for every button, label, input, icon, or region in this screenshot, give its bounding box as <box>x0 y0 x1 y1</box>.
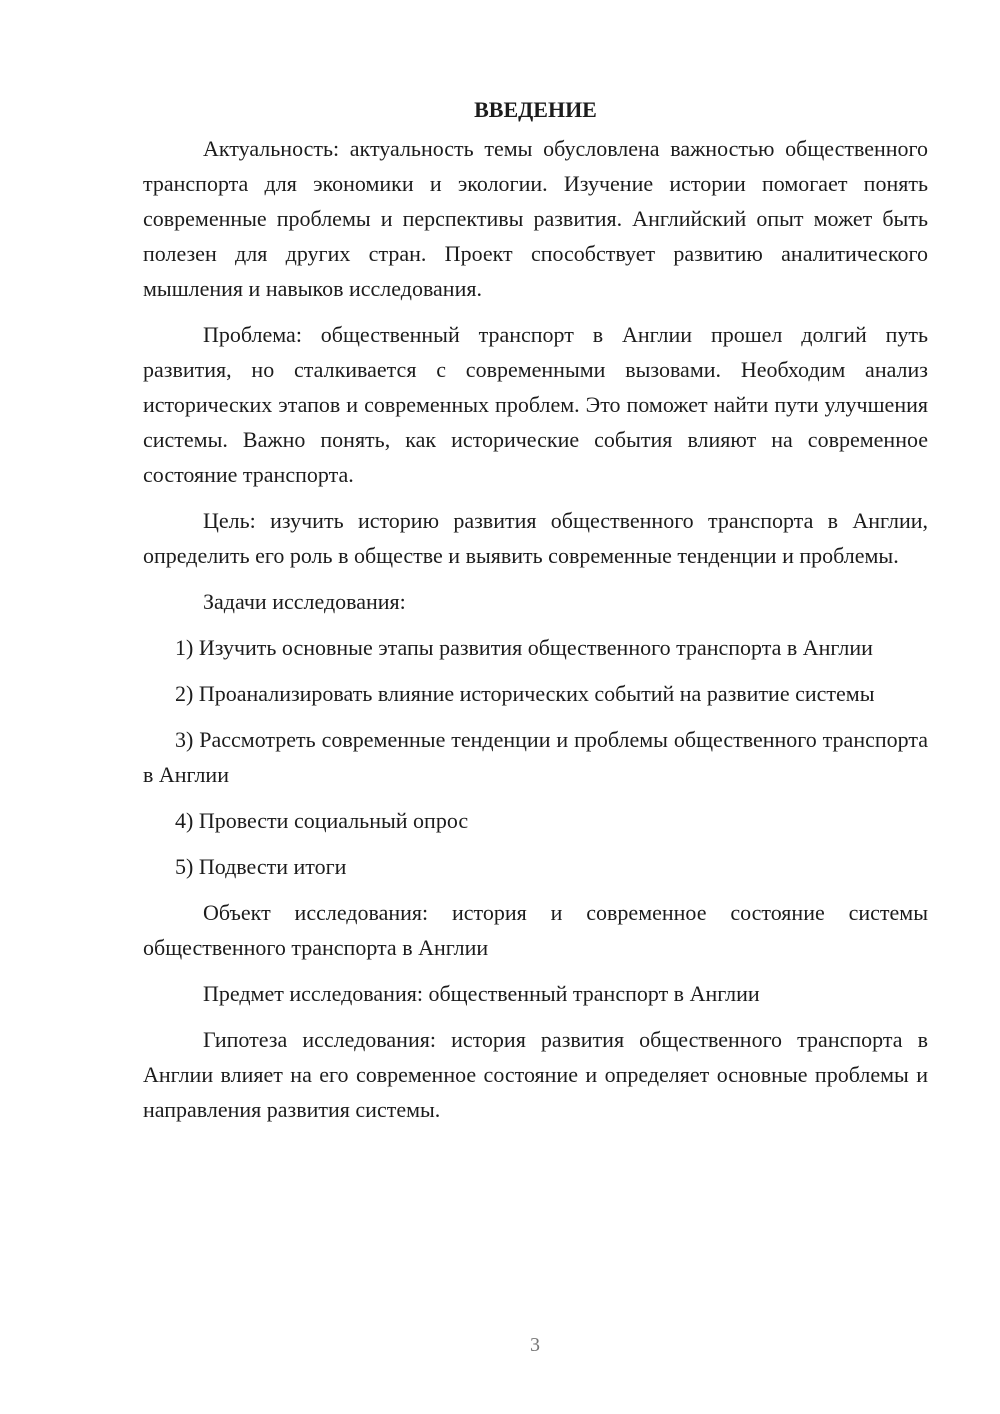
paragraph-tasks-title: Задачи исследования: <box>203 589 406 614</box>
section-heading: ВВЕДЕНИЕ <box>474 97 597 122</box>
paragraph-subject: Предмет исследования: общественный транспорт в Англии <box>203 981 760 1006</box>
page-content <box>143 92 928 1138</box>
paragraph-object: Объект исследования: история и современное состояние системы общественного транспорта в Англии <box>143 900 928 960</box>
paragraph-hypothesis: Гипотеза исследования: история развития общественного транспорта в Англии влияет на его современное состояние и определяет основные проблемы и направления развития системы. <box>143 1027 928 1122</box>
task-item: 1) Изучить основные этапы развития общественного транспорта в Англии <box>175 635 873 660</box>
paragraph-relevance: Актуальность: актуальность темы обусловлена важностью общественного транспорта для экономики и экологии. Изучение истории помогает понять современные проблемы и перспективы развития. Английский опыт может быть полезен для других стран. Проект способствует развитию аналитического мышления и навыков исследования. <box>143 136 928 301</box>
page-number: 3 <box>530 1334 540 1356</box>
task-item: 5) Подвести итоги <box>175 854 347 879</box>
task-item: 3) Рассмотреть современные тенденции и проблемы общественного транспорта в Англии <box>143 727 928 787</box>
task-item: 4) Провести социальный опрос <box>175 808 469 833</box>
paragraph-problem: Проблема: общественный транспорт в Англии прошел долгий путь развития, но сталкивается с современными вызовами. Необходим анализ исторических этапов и современных проблем. Это поможет найти пути улучшения системы. Важно понять, как исторические события влияют на современное состояние транспорта. <box>143 322 928 487</box>
paragraph-goal: Цель: изучить историю развития общественного транспорта в Англии, определить его роль в обществе и выявить современные тенденции и проблемы. <box>143 508 928 568</box>
task-item: 2) Проанализировать влияние исторических событий на развитие системы <box>175 681 875 706</box>
